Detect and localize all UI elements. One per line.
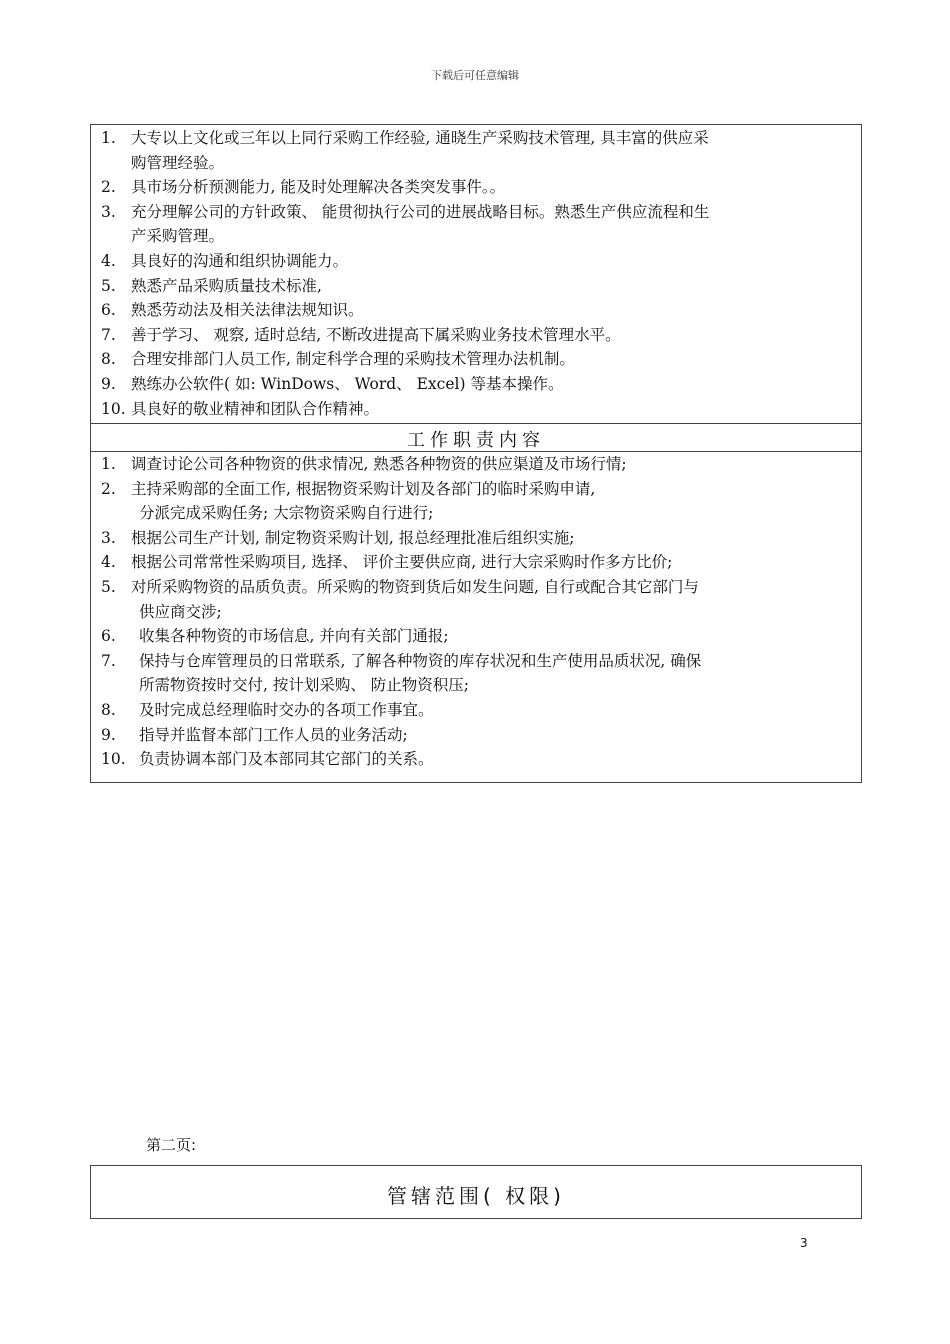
page-number: 3	[800, 1236, 808, 1250]
list-item-text: 合理安排部门人员工作, 制定科学合理的采购技术管理办法机制。	[131, 350, 575, 369]
list-item-text: 收集各种物资的市场信息, 并向有关部门通报;	[139, 627, 449, 646]
list-item-text: 根据公司常常性采购项目, 选择、 评价主要供应商, 进行大宗采购时作多方比价;	[131, 553, 673, 572]
list-item-continuation: 所需物资按时交付, 按计划采购、 防止物资积压;	[139, 676, 470, 695]
page2-label: 第二页:	[146, 1136, 197, 1154]
list-item-text: 熟悉产品采购质量技术标准,	[131, 276, 322, 295]
list-item-continuation: 供应商交涉;	[139, 602, 222, 621]
list-item-text: 指导并监督本部门工作人员的业务活动;	[139, 725, 408, 744]
list-item-text: 及时完成总经理临时交办的各项工作事宜。	[139, 701, 434, 719]
list-item-text: 善于学习、 观察, 适时总结, 不断改进提高下属采购业务技术管理水平。	[131, 325, 621, 344]
list-item-text: 根据公司生产计划, 制定物资采购计划, 报总经理批准后组织实施;	[131, 528, 575, 547]
list-item-number: 4.	[101, 553, 116, 572]
list-item-text: 充分理解公司的方针政策、 能贯彻执行公司的进展战略目标。熟悉生产供应流程和生	[131, 202, 710, 221]
job-requirements-table	[90, 124, 862, 783]
list-item-number: 7.	[101, 325, 116, 344]
list-item-number: 9.	[101, 725, 116, 744]
list-item-continuation: 购管理经验。	[131, 153, 225, 172]
list-item-number: 7.	[101, 651, 116, 670]
list-item-text: 负责协调本部门及本部同其它部门的关系。	[139, 750, 434, 769]
list-item-text: 具良好的沟通和组织协调能力。	[131, 252, 349, 270]
list-item-text: 主持采购部的全面工作, 根据物资采购计划及各部门的临时采购申请,	[131, 479, 596, 498]
list-item-number: 1.	[101, 129, 116, 147]
list-item-number: 6.	[101, 301, 116, 320]
list-item-text: 大专以上文化或三年以上同行采购工作经验, 通晓生产采购技术管理, 具丰富的供应采	[131, 129, 709, 147]
list-item-text: 调查讨论公司各种物资的供求情况, 熟悉各种物资的供应渠道及市场行情;	[131, 455, 627, 473]
list-item-number: 1.	[101, 455, 116, 473]
list-item-number: 9.	[101, 375, 116, 393]
list-item-continuation: 分派完成采购任务; 大宗物资采购自行进行;	[139, 504, 434, 523]
list-item-text: 对所采购物资的品质负责。所采购的物资到货后如发生问题, 自行或配合其它部门与	[131, 578, 699, 596]
list-item-number: 10.	[101, 750, 126, 769]
list-item-number: 10.	[101, 399, 126, 418]
section-divider	[91, 423, 861, 424]
list-item-number: 5.	[101, 276, 116, 295]
list-item-number: 3.	[101, 202, 116, 221]
list-item-text: 熟练办公软件( 如: WinDows、 Word、 Excel) 等基本操作。	[131, 375, 564, 393]
duties-heading: 工作职责内容	[407, 430, 545, 451]
list-item-number: 2.	[101, 479, 116, 498]
list-item-number: 3.	[101, 528, 116, 547]
list-item-text: 熟悉劳动法及相关法律法规知识。	[131, 301, 364, 320]
list-item-text: 具良好的敬业精神和团队合作精神。	[131, 399, 380, 418]
list-item-number: 4.	[101, 252, 116, 270]
list-item-text: 保持与仓库管理员的日常联系, 了解各种物资的库存状况和生产使用品质状况, 确保	[139, 651, 702, 670]
authority-table	[90, 1165, 862, 1219]
list-item-text: 具市场分析预测能力, 能及时处理解决各类突发事件。。	[131, 178, 506, 197]
list-item-number: 6.	[101, 627, 116, 646]
list-item-number: 8.	[101, 701, 116, 719]
header-note: 下载后可任意编辑	[431, 69, 519, 82]
list-item-number: 5.	[101, 578, 116, 596]
list-item-continuation: 产采购管理。	[131, 227, 225, 246]
list-item-number: 8.	[101, 350, 116, 369]
list-item-number: 2.	[101, 178, 116, 197]
authority-heading: 管辖范围( 权限)	[387, 1184, 565, 1208]
